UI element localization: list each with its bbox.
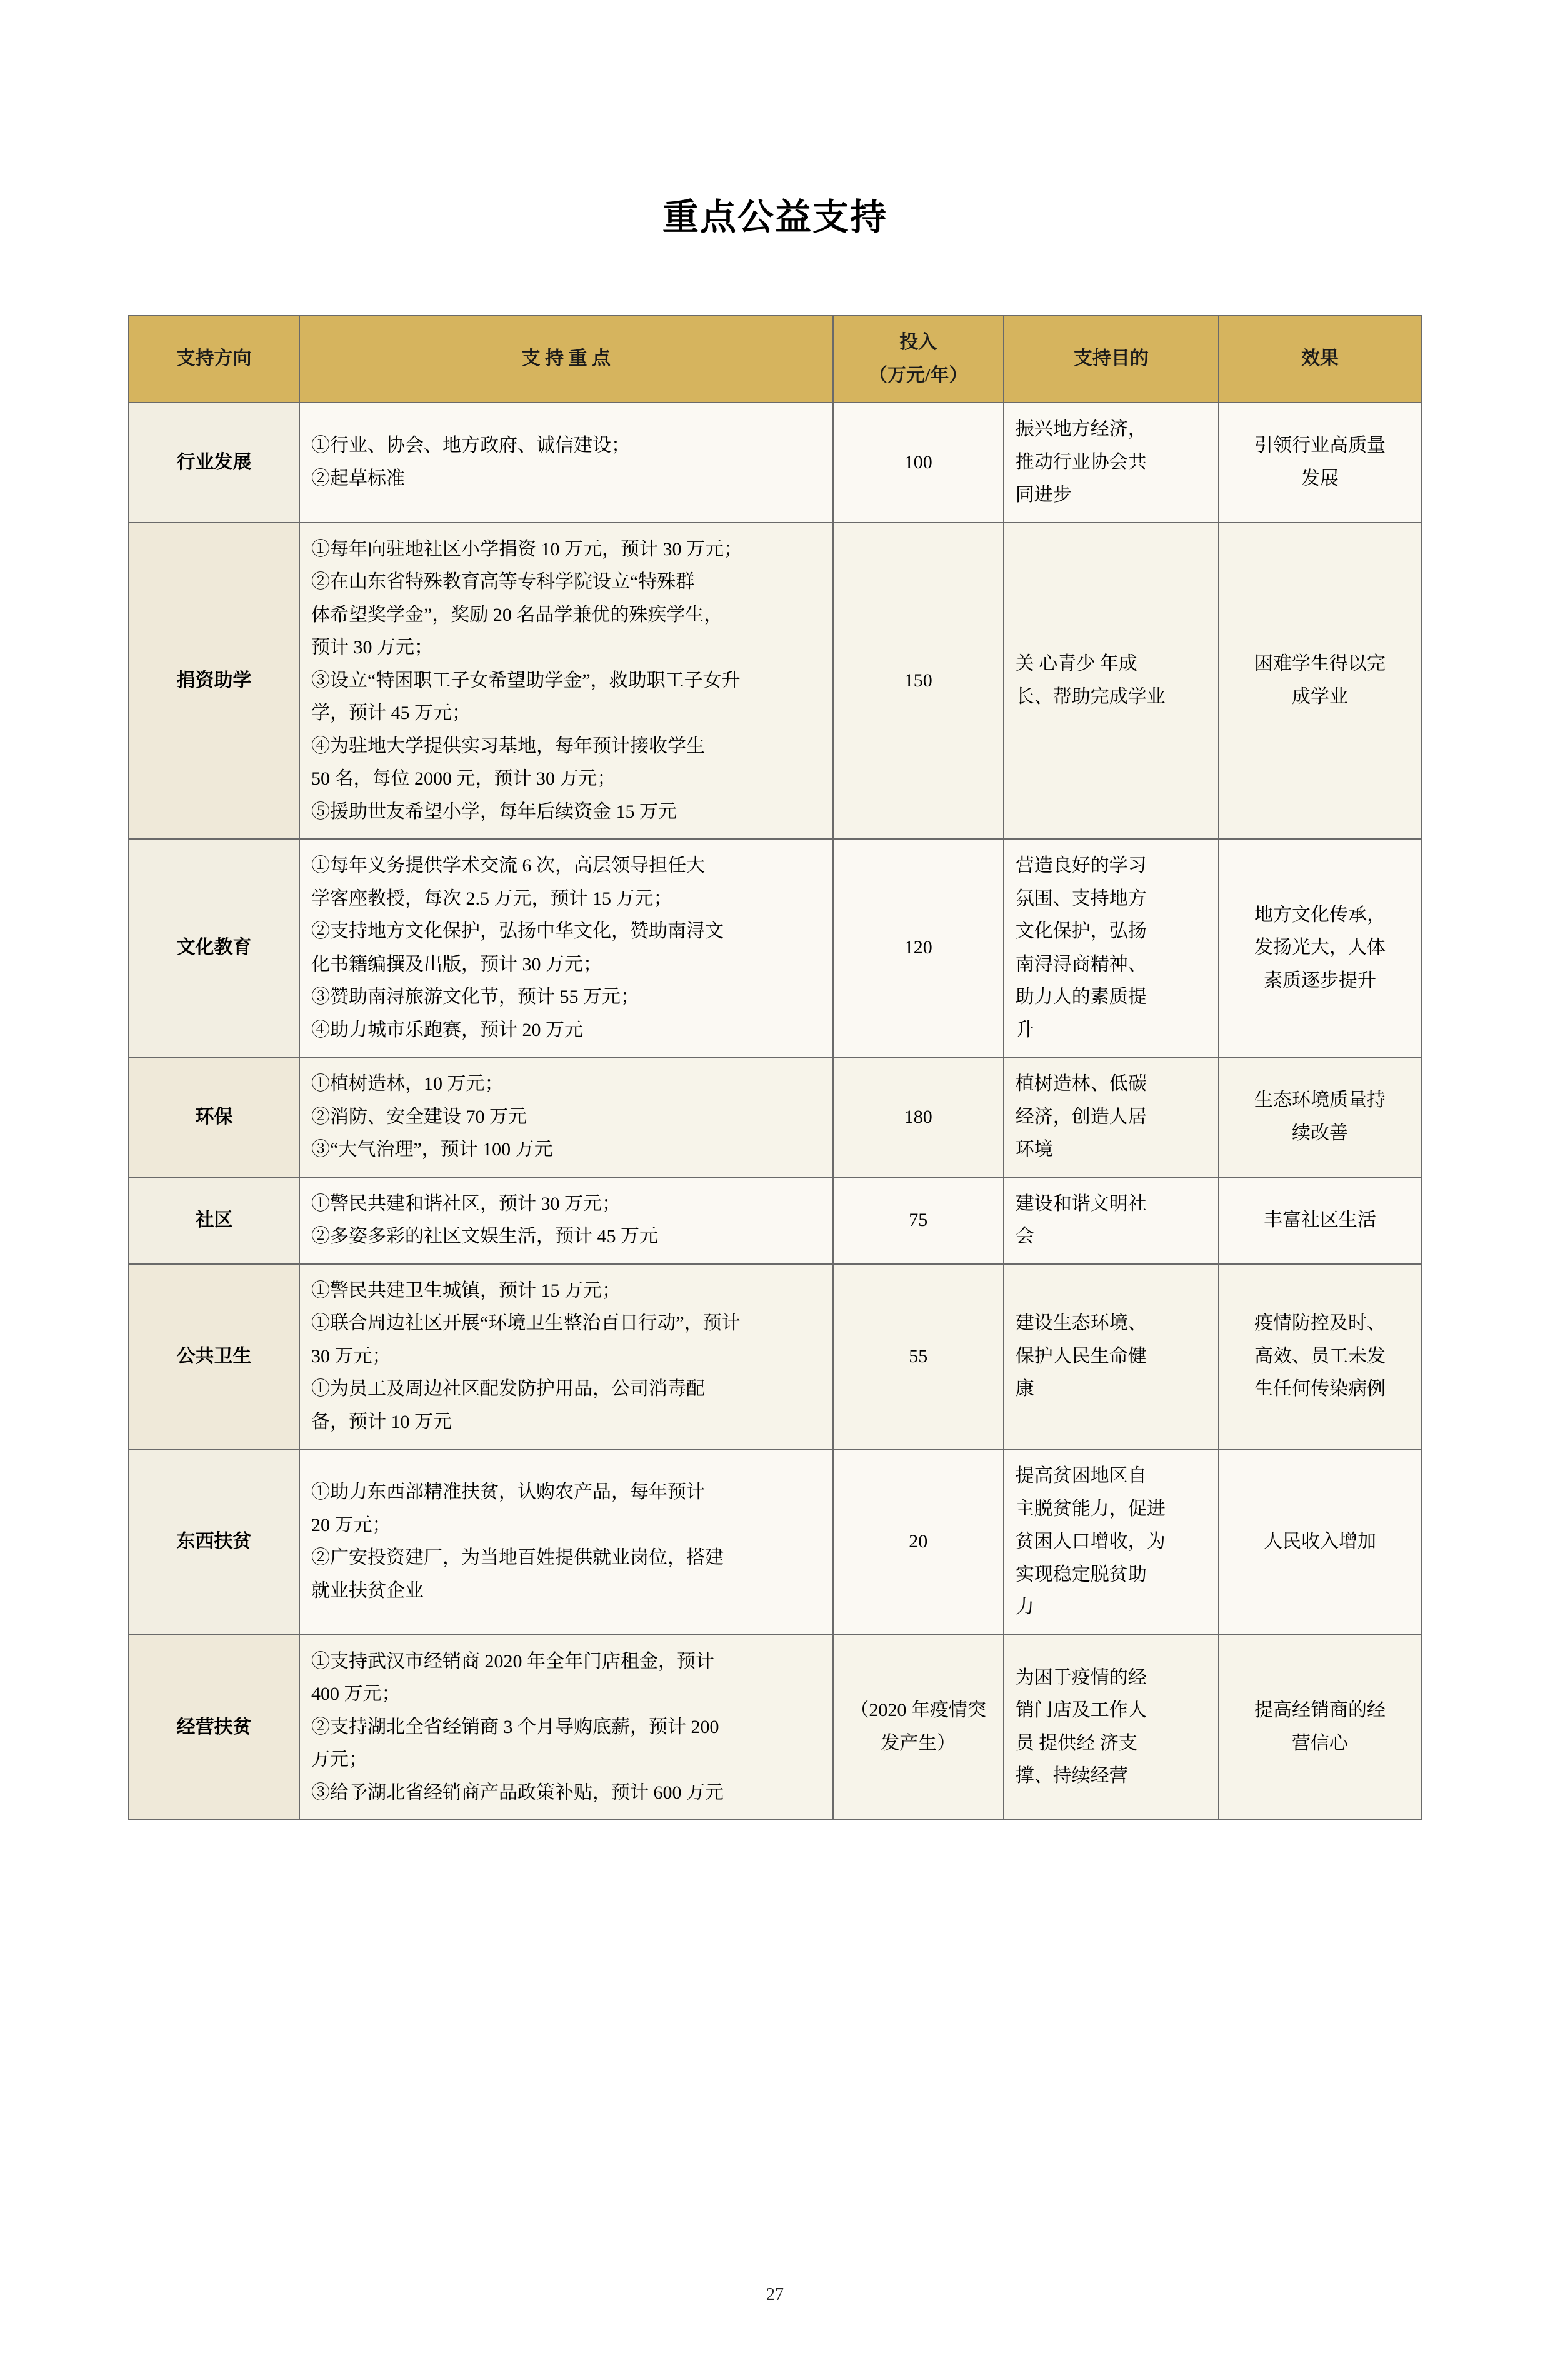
cell-purpose-line: 助力人的素质提 bbox=[1015, 987, 1147, 1007]
cell-focus-line: 化书籍编撰及出版，预计 30 万元； bbox=[311, 953, 602, 975]
cell-focus-line: ②起草标准 bbox=[311, 468, 406, 489]
cell-investment: （2020 年疫情突发产生） bbox=[833, 1635, 1004, 1820]
cell-investment: 120 bbox=[833, 839, 1004, 1057]
cell-purpose-line: 同进步 bbox=[1015, 485, 1072, 505]
cell-focus-line: ②支持湖北全省经销商 3 个月导购底薪，预计 200 bbox=[311, 1716, 719, 1737]
cell-purpose-line: 会 bbox=[1015, 1226, 1034, 1247]
cell-purpose-line: 员 提供经 济支 bbox=[1015, 1732, 1138, 1754]
cell-focus-line: 30 万元； bbox=[311, 1345, 391, 1367]
cell-purpose-line: 撑、持续经营 bbox=[1015, 1765, 1128, 1787]
table-row bbox=[129, 523, 1421, 840]
cell-direction: 环保 bbox=[129, 1057, 299, 1177]
page-number: 27 bbox=[766, 2285, 784, 2304]
cell-focus-line: ②支持地方文化保护，弘扬中华文化，赞助南浔文 bbox=[311, 921, 724, 941]
cell-focus-line: 学客座教授，每次 2.5 万元，预计 15 万元； bbox=[311, 888, 672, 909]
cell-purpose-line: 长、帮助完成学业 bbox=[1015, 686, 1166, 707]
cell-direction: 捐资助学 bbox=[129, 523, 299, 840]
cell-effect-line: 困难学生得以完 bbox=[1254, 653, 1386, 675]
cell-focus-line: 备，预计 10 万元 bbox=[311, 1411, 452, 1432]
cell-purpose-line: 销门店及工作人 bbox=[1015, 1700, 1147, 1721]
cell-focus-line: 就业扶贫企业 bbox=[311, 1580, 424, 1601]
table-row bbox=[129, 1264, 1421, 1450]
cell-effect-line: 发扬光大，人体 bbox=[1254, 937, 1386, 958]
cell-focus-line: ①为员工及周边社区配发防护用品，公司消毒配 bbox=[311, 1378, 706, 1399]
cell-effect-line: 续改善 bbox=[1292, 1122, 1348, 1143]
cell-effect-line: 发展 bbox=[1301, 468, 1339, 489]
cell-focus-line: 50 名，每位 2000 元，预计 30 万元； bbox=[311, 768, 616, 789]
table-header-row bbox=[129, 316, 1421, 403]
cell-purpose-line: 植树造林、低碳 bbox=[1015, 1073, 1147, 1094]
cell-purpose-line: 氛围、支持地方 bbox=[1015, 888, 1147, 909]
cell-focus-line: ①警民共建卫生城镇，预计 15 万元； bbox=[311, 1280, 621, 1301]
cell-focus-line: ①行业、协会、地方政府、诚信建设； bbox=[311, 435, 631, 456]
cell-focus-line: ①每年向驻地社区小学捐资 10 万元，预计 30 万元； bbox=[311, 538, 743, 560]
cell-focus bbox=[299, 1635, 833, 1820]
cell-purpose-line: 为困于疫情的经 bbox=[1015, 1667, 1147, 1688]
cell-effect-line: 引领行业高质量 bbox=[1254, 435, 1386, 456]
cell-purpose-line: 力 bbox=[1015, 1597, 1034, 1617]
cell-focus-line: ②在山东省特殊教育高等专科学院设立“特殊群 bbox=[311, 571, 695, 592]
cell-effect-line: 营信心 bbox=[1292, 1732, 1348, 1754]
cell-effect-line: 丰富社区生活 bbox=[1264, 1209, 1376, 1230]
cell-focus-line: ④助力城市乐跑赛，预计 20 万元 bbox=[311, 1019, 584, 1040]
cell-effect-line: 人民收入增加 bbox=[1264, 1531, 1376, 1552]
cell-effect-line: 素质逐步提升 bbox=[1264, 970, 1376, 991]
table-body bbox=[129, 403, 1421, 1820]
cell-focus bbox=[299, 1264, 833, 1450]
table-row bbox=[129, 1635, 1421, 1820]
cell-purpose bbox=[1004, 839, 1219, 1057]
cell-effect-line: 生任何传染病例 bbox=[1254, 1378, 1386, 1399]
table-row bbox=[129, 1177, 1421, 1264]
cell-purpose-line: 营造良好的学习 bbox=[1015, 855, 1147, 876]
cell-focus bbox=[299, 1449, 833, 1635]
cell-focus-line: ④为驻地大学提供实习基地，每年预计接收学生 bbox=[311, 735, 706, 756]
cell-purpose bbox=[1004, 1264, 1219, 1450]
cell-purpose-line: 经济，创造人居 bbox=[1015, 1106, 1147, 1127]
cell-effect-line: 成学业 bbox=[1292, 686, 1348, 707]
cell-purpose-line: 推动行业协会共 bbox=[1015, 451, 1147, 473]
cell-focus-line: 预计 30 万元； bbox=[311, 637, 434, 658]
cell-effect bbox=[1219, 403, 1421, 523]
cell-investment: 150 bbox=[833, 523, 1004, 840]
column-header-direction: 支持方向 bbox=[129, 316, 299, 403]
cell-focus-line: ①每年义务提供学术交流 6 次，高层领导担任大 bbox=[311, 855, 706, 876]
cell-investment: 55 bbox=[833, 1264, 1004, 1450]
cell-focus bbox=[299, 523, 833, 840]
cell-direction: 文化教育 bbox=[129, 839, 299, 1057]
cell-focus-line: ①助力东西部精准扶贫，认购农产品，每年预计 bbox=[311, 1482, 706, 1503]
cell-purpose-line: 关 心青少 年成 bbox=[1015, 653, 1138, 675]
cell-direction: 行业发展 bbox=[129, 403, 299, 523]
cell-purpose-line: 实现稳定脱贫助 bbox=[1015, 1564, 1147, 1585]
cell-focus-line: 400 万元； bbox=[311, 1684, 401, 1704]
cell-effect bbox=[1219, 839, 1421, 1057]
cell-focus-line: ③赞助南浔旅游文化节，预计 55 万元； bbox=[311, 987, 640, 1007]
cell-purpose-line: 环境 bbox=[1015, 1139, 1053, 1160]
cell-focus-line: 20 万元； bbox=[311, 1514, 391, 1535]
cell-focus-line: 体希望奖学金”，奖励 20 名品学兼优的殊疾学生， bbox=[311, 604, 723, 625]
cell-effect-line: 地方文化传承， bbox=[1254, 904, 1386, 925]
cell-effect-line: 疫情防控及时、 bbox=[1254, 1313, 1386, 1333]
cell-focus-line: ②广安投资建厂，为当地百姓提供就业岗位，搭建 bbox=[311, 1547, 724, 1569]
cell-focus-line: 万元； bbox=[311, 1749, 368, 1770]
column-header-focus: 支 持 重 点 bbox=[299, 316, 833, 403]
cell-effect-line: 生态环境质量持 bbox=[1254, 1090, 1386, 1111]
cell-focus-line: ③“大气治理”，预计 100 万元 bbox=[311, 1139, 553, 1160]
cell-purpose-line: 提高贫困地区自 bbox=[1015, 1465, 1147, 1486]
cell-purpose-line: 建设和谐文明社 bbox=[1015, 1193, 1147, 1214]
cell-focus bbox=[299, 403, 833, 523]
cell-direction: 东西扶贫 bbox=[129, 1449, 299, 1635]
cell-purpose bbox=[1004, 1057, 1219, 1177]
cell-effect bbox=[1219, 1449, 1421, 1635]
cell-purpose-line: 主脱贫能力，促进 bbox=[1015, 1498, 1166, 1519]
document-page bbox=[0, 188, 1550, 2380]
cell-effect bbox=[1219, 1057, 1421, 1177]
cell-investment: 100 bbox=[833, 403, 1004, 523]
cell-purpose-line: 康 bbox=[1015, 1378, 1034, 1399]
cell-focus bbox=[299, 839, 833, 1057]
cell-investment: 75 bbox=[833, 1177, 1004, 1264]
cell-purpose-line: 贫困人口增收，为 bbox=[1015, 1531, 1166, 1552]
cell-focus-line: ①植树造林，10 万元； bbox=[311, 1073, 504, 1094]
column-header-effect: 效果 bbox=[1219, 316, 1421, 403]
column-header-investment bbox=[833, 316, 1004, 403]
cell-investment: 20 bbox=[833, 1449, 1004, 1635]
column-header-purpose: 支持目的 bbox=[1004, 316, 1219, 403]
cell-effect-line: 高效、员工未发 bbox=[1254, 1345, 1386, 1367]
table-row bbox=[129, 839, 1421, 1057]
cell-focus-line: ①警民共建和谐社区，预计 30 万元； bbox=[311, 1193, 621, 1214]
table-header bbox=[129, 316, 1421, 403]
cell-focus-line: ①联合周边社区开展“环境卫生整治百日行动”，预计 bbox=[311, 1313, 741, 1333]
cell-purpose bbox=[1004, 1635, 1219, 1820]
cell-focus-line: ①支持武汉市经销商 2020 年全年门店租金，预计 bbox=[311, 1650, 715, 1672]
table-row bbox=[129, 1057, 1421, 1177]
cell-focus bbox=[299, 1177, 833, 1264]
cell-effect bbox=[1219, 1635, 1421, 1820]
cell-focus-line: ③设立“特困职工子女希望助学金”，救助职工子女升 bbox=[311, 670, 741, 691]
cell-direction: 社区 bbox=[129, 1177, 299, 1264]
page-title: 重点公益支持 bbox=[662, 197, 888, 238]
cell-effect-line: 提高经销商的经 bbox=[1254, 1700, 1386, 1721]
cell-purpose bbox=[1004, 403, 1219, 523]
column-header-investment-line2: （万元/年） bbox=[869, 364, 968, 386]
cell-purpose-line: 升 bbox=[1015, 1019, 1034, 1040]
cell-purpose-line: 文化保护，弘扬 bbox=[1015, 921, 1147, 941]
cell-focus-line: 学，预计 45 万元； bbox=[311, 703, 471, 723]
cell-effect bbox=[1219, 523, 1421, 840]
cell-focus-line: ⑤援助世友希望小学，每年后续资金 15 万元 bbox=[311, 801, 678, 822]
cell-purpose bbox=[1004, 1177, 1219, 1264]
table-row bbox=[129, 403, 1421, 523]
cell-focus-line: ②多姿多彩的社区文娱生活，预计 45 万元 bbox=[311, 1226, 659, 1247]
cell-direction: 经营扶贫 bbox=[129, 1635, 299, 1820]
cell-focus-line: ②消防、安全建设 70 万元 bbox=[311, 1106, 528, 1127]
cell-purpose bbox=[1004, 523, 1219, 840]
table-row bbox=[129, 1449, 1421, 1635]
column-header-investment-line1: 投入 bbox=[899, 332, 938, 353]
cell-direction: 公共卫生 bbox=[129, 1264, 299, 1450]
public-welfare-support-table bbox=[128, 315, 1422, 1820]
cell-focus bbox=[299, 1057, 833, 1177]
cell-investment: 180 bbox=[833, 1057, 1004, 1177]
cell-effect bbox=[1219, 1177, 1421, 1264]
cell-focus-line: ③给予湖北省经销商产品政策补贴，预计 600 万元 bbox=[311, 1782, 724, 1803]
cell-purpose bbox=[1004, 1449, 1219, 1635]
cell-purpose-line: 南浔浔商精神、 bbox=[1015, 953, 1147, 975]
cell-purpose-line: 保护人民生命健 bbox=[1015, 1345, 1147, 1367]
cell-purpose-line: 振兴地方经济， bbox=[1015, 419, 1147, 439]
cell-effect bbox=[1219, 1264, 1421, 1450]
public-welfare-table-container bbox=[128, 315, 1422, 1820]
cell-purpose-line: 建设生态环境、 bbox=[1015, 1313, 1147, 1333]
